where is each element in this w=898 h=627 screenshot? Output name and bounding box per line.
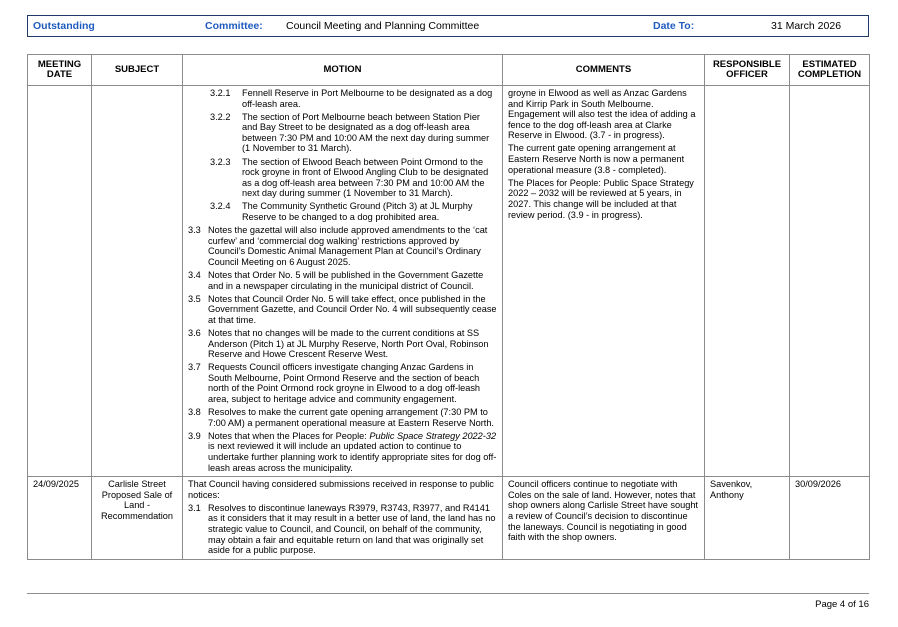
motion-item: 3.3 Notes the gazettal will also include approved amendments to the ‘cat curfew’ and ‘commercial dog walking’ restrictions approved by Council’s Domestic Animal Management Plan at Council’s Ordinary Council Meeting on 6 August 2025. bbox=[188, 225, 488, 267]
motion-item: 3.7 Requests Council officers investigate changing Anzac Gardens in South Melbourne, Point Ormond Reserve and the section of beach north of the Point Ormond rock groyne in Elwood to a dog off-leash area, subject to heritage advice and community engagement. bbox=[188, 362, 481, 405]
comment-paragraph: The Places for People: Public Space Strategy 2022 – 2032 will be reviewed at 5 years, in 2027. This change will be included at that review period. (3.9 - in progress). bbox=[508, 177, 694, 220]
committee-value: Council Meeting and Planning Committee bbox=[286, 20, 480, 32]
col-responsible-officer: RESPONSIBLE OFFICER bbox=[705, 55, 790, 86]
comments-cell bbox=[503, 86, 705, 477]
completion-cell: 30/09/2026 bbox=[790, 477, 870, 560]
table-row bbox=[28, 477, 870, 560]
motion-item: 3.5 Notes that Council Order No. 5 will take effect, once published in the Government Gazette, and Council Order No. 4 will subsequently cease at that time. bbox=[188, 293, 497, 325]
page-number: Page 4 of 16 bbox=[815, 599, 869, 610]
col-estimated-completion: ESTIMATED COMPLETION bbox=[790, 55, 870, 86]
meeting-date-cell: 24/09/2025 bbox=[28, 477, 92, 560]
officer-cell bbox=[705, 86, 790, 477]
subject-cell bbox=[92, 86, 183, 477]
col-subject: SUBJECT bbox=[92, 55, 183, 86]
motion-subitem: 3.2.3 The section of Elwood Beach between Point Ormond to the rock groyne in front of Elwood Angling Club to be designated as a dog off-leash area between 7:30 PM and 10:00 AM the next day during summer (1 November to 31 March). bbox=[210, 156, 489, 199]
comments-cell: Council officers continue to negotiate with Coles on the sale of land. However, notes that shop owners along Carlisle Street have sought a review of Council’s decision to discontinue the laneways. Council is negotiating in good faith with the shop owners. bbox=[503, 477, 705, 560]
comment-paragraph: The current gate opening arrangement at Eastern Reserve North is now a permanent operational measure (3.8 - completed). bbox=[508, 143, 685, 175]
comment-paragraph: groyne in Elwood as well as Anzac Gardens and Kirrip Park in South Melbourne. Engagement will also test the idea of adding a fence to the dog off-leash area at Clarke Reserve in Elwood. (3.7 - in progress). bbox=[508, 88, 696, 141]
motion-subitem: 3.2.4 The Community Synthetic Ground (Pitch 3) at JL Murphy Reserve to be changed to a dog prohibited area. bbox=[210, 201, 473, 223]
outstanding-label: Outstanding bbox=[33, 20, 95, 32]
date-to-label: Date To: bbox=[653, 20, 695, 32]
motion-cell bbox=[183, 477, 503, 560]
motion-cell bbox=[183, 86, 503, 477]
subject-cell: Carlisle Street Proposed Sale of Land - Recommendation bbox=[92, 477, 183, 560]
table-row bbox=[28, 86, 870, 477]
meeting-date-cell bbox=[28, 86, 92, 477]
date-to-value: 31 March 2026 bbox=[771, 20, 842, 32]
motion-item: 3.4 Notes that Order No. 5 will be published in the Government Gazette and in a newspaper circulating in the municipal district of Council. bbox=[188, 270, 484, 291]
col-meeting-date: MEETING DATE bbox=[28, 55, 92, 86]
table-header-row bbox=[28, 55, 870, 86]
motion-intro: That Council having considered submissions received in response to public notices: bbox=[188, 479, 494, 500]
officer-cell: Savenkov, Anthony bbox=[705, 477, 790, 560]
motion-subitem: 3.2.1 Fennell Reserve in Port Melbourne to be designated as a dog off-leash area. bbox=[210, 88, 493, 109]
motion-item: 3.1 Resolves to discontinue laneways R3979, R3743, R3977, and R4141 as it considers that it may result in a better use of land, the land has no strategic value to Council, and Council, on behalf of the community, may obtain a fair and equitable return on land that was originally set aside for a public purpose. bbox=[188, 502, 496, 556]
motion-item: 3.8 Resolves to make the current gate opening arrangement (7:30 PM to 7:00 AM) a permanent operational measure at Eastern Reserve North. bbox=[188, 407, 494, 428]
footer-divider bbox=[27, 593, 869, 594]
col-comments: COMMENTS bbox=[503, 55, 705, 86]
committee-label: Committee: bbox=[205, 20, 263, 32]
motion-item: 3.6 Notes that no changes will be made to the current conditions at SS Anderson (Pitch 1) at JL Murphy Reserve, North Port Oval, Robinson Reserve and Howe Crescent Reserve West. bbox=[188, 327, 489, 360]
completion-cell bbox=[790, 86, 870, 477]
col-motion: MOTION bbox=[183, 55, 503, 86]
motion-subitem: 3.2.2 The section of Port Melbourne beach between Station Pier and Bay Street to be designated as a dog off-leash area between 7:30 PM and 10:00 AM the next day during summer (1 November to 31 March). bbox=[210, 111, 490, 154]
outstanding-actions-table bbox=[27, 54, 870, 560]
motion-item: 3.9 Notes that when the Places for People: Public Space Strategy 2022-32 is next reviewed it will include an updated action to continue to undertake further planning work to identify appropriate sites for dog off-leash areas across the municipality. bbox=[188, 430, 497, 473]
report-header bbox=[27, 15, 869, 37]
